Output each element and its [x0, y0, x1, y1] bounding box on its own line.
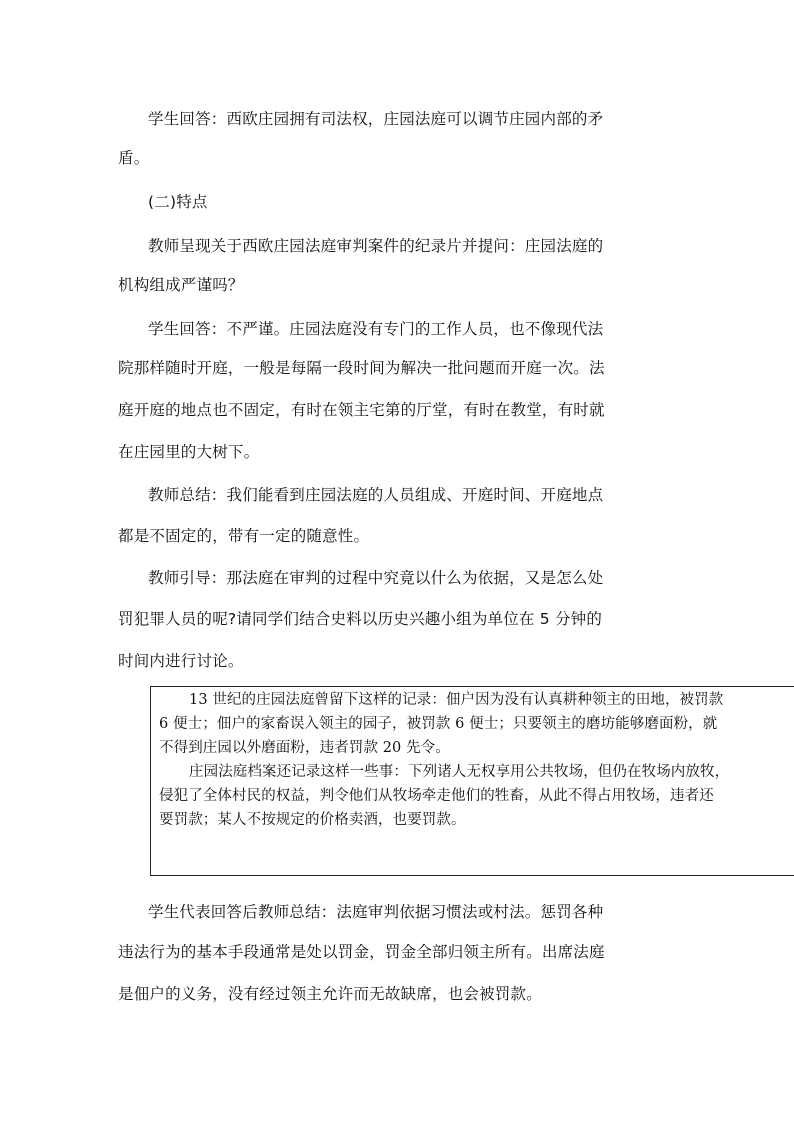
closing-line-1: 学生代表回答后教师总结：法庭审判依据习惯法或村法。惩罚各种 — [148, 903, 604, 921]
paragraph-4-line-4: 在庄园里的大树下。 — [118, 443, 260, 461]
paragraph-1-line-2: 盾。 — [118, 149, 150, 167]
closing-line-2: 违法行为的基本手段通常是处以罚金，罚金全部归领主所有。出席法庭 — [118, 943, 605, 961]
paragraph-6-line-2: 罚犯罪人员的呢?请同学们结合史料以历史兴趣小组为单位在 5 分钟的 — [118, 610, 603, 628]
source-quote-box — [150, 686, 794, 876]
quote-p1-line-1: 13 世纪的庄园法庭曾留下这样的记录：佃户因为没有认真耕种领主的田地，被罚款 — [189, 692, 724, 708]
paragraph-4-line-2: 院那样随时开庭，一般是每隔一段时间为解决一批问题而开庭一次。法 — [118, 359, 605, 377]
quote-p2-line-3: 要罚款；某人不按规定的价格卖酒，也要罚款。 — [159, 812, 466, 828]
paragraph-3-line-1: 教师呈现关于西欧庄园法庭审判案件的纪录片并提问：庄园法庭的 — [148, 237, 604, 255]
quote-p1-line-3: 不得到庄园以外磨面粉，违者罚款 20 先令。 — [159, 740, 450, 756]
closing-line-3: 是佃户的义务，没有经过领主允许而无故缺席，也会被罚款。 — [118, 985, 542, 1003]
paragraph-3-line-2: 机构组成严谨吗？ — [118, 276, 244, 294]
quote-p2-line-2: 侵犯了全体村民的权益，判令他们从牧场牵走他们的牲畜，从此不得占用牧场，违者还 — [159, 788, 714, 804]
paragraph-1-line-1: 学生回答：西欧庄园拥有司法权，庄园法庭可以调节庄园内部的矛 — [148, 110, 604, 128]
paragraph-4-line-1: 学生回答：不严谨。庄园法庭没有专门的工作人员，也不像现代法 — [148, 320, 604, 338]
paragraph-6-line-3: 时间内进行讨论。 — [118, 652, 244, 670]
section-heading: (二)特点 — [148, 193, 208, 211]
paragraph-5-line-1: 教师总结：我们能看到庄园法庭的人员组成、开庭时间、开庭地点 — [148, 486, 604, 504]
paragraph-6-line-1: 教师引导：那法庭在审判的过程中究竟以什么为依据，又是怎么处 — [148, 569, 604, 587]
paragraph-4-line-3: 庭开庭的地点也不固定，有时在领主宅第的厅堂，有时在教堂，有时就 — [118, 401, 605, 419]
quote-p2-line-1: 庄园法庭档案还记录这样一些事：下列诸人无权享用公共牧场，但仍在牧场内放牧， — [189, 764, 730, 780]
paragraph-5-line-2: 都是不固定的，带有一定的随意性。 — [118, 527, 370, 545]
quote-p1-line-2: 6 便士；佃户的家畜误入领主的园子，被罚款 6 便士；只要领主的磨坊能够磨面粉，就 — [159, 716, 718, 732]
